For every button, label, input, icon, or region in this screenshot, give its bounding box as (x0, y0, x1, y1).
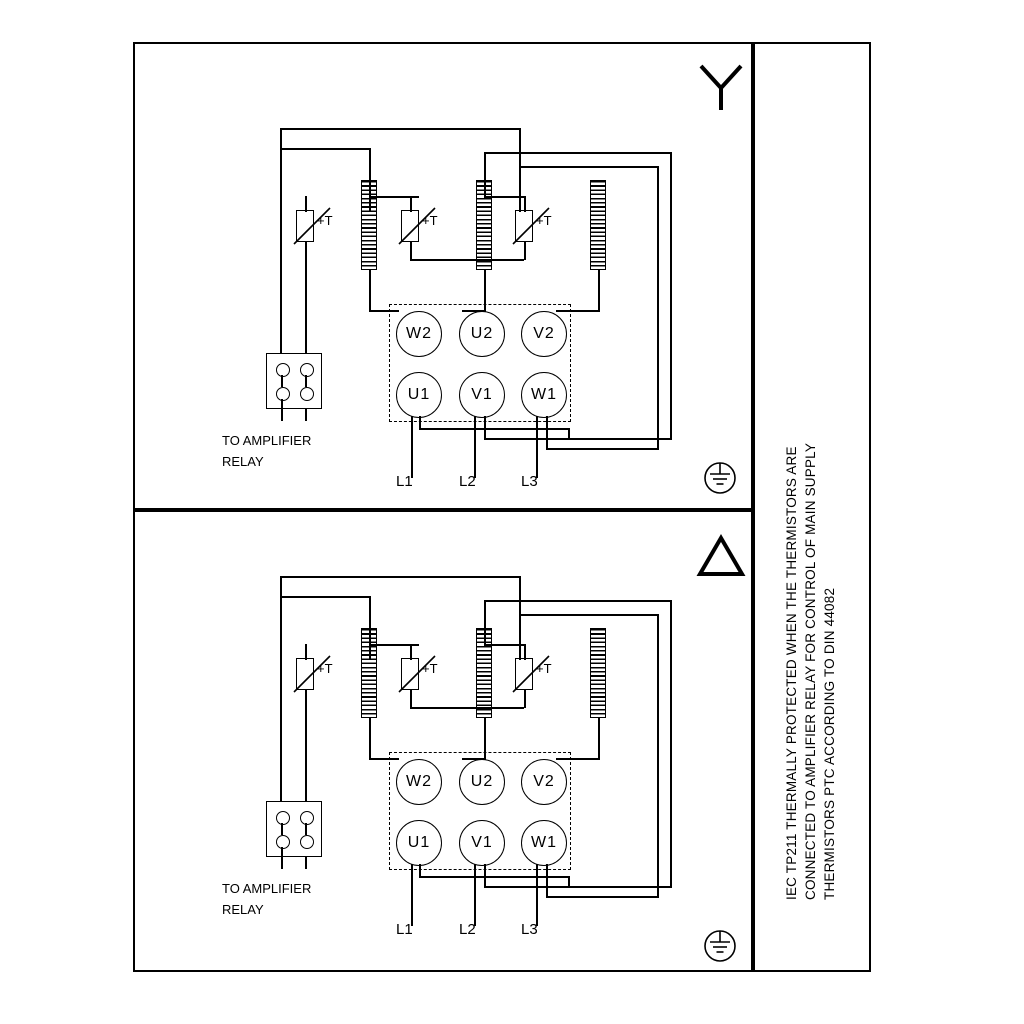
supply-line-l1 (411, 864, 413, 926)
thermistor-chain-wire (484, 196, 524, 198)
coil-lead (556, 758, 600, 760)
thermistor-chain-wire (305, 242, 307, 356)
thermistor-chain-wire (369, 148, 371, 212)
thermistor-label-3: +T (536, 213, 552, 228)
thermistor-chain-wire (410, 690, 412, 708)
terminal-jumper (484, 864, 486, 888)
supply-label-l2: L2 (459, 921, 476, 938)
connector-terminal-dot (300, 811, 314, 825)
connector-terminal-dot (300, 363, 314, 377)
thermistor-chain-wire (519, 128, 521, 212)
wye-star-icon (697, 62, 745, 112)
terminal-u1: U1 (396, 820, 442, 866)
terminal-v1: V1 (459, 372, 505, 418)
thermistor-symbol-3 (515, 658, 533, 690)
thermistor-chain-wire (484, 600, 670, 602)
supply-label-l3: L3 (521, 473, 538, 490)
connector-terminal-dot (276, 835, 290, 849)
terminal-w2: W2 (396, 759, 442, 805)
supply-label-l3: L3 (521, 921, 538, 938)
terminal-u2: U2 (459, 759, 505, 805)
thermistor-chain-wire (519, 576, 521, 660)
terminal-jumper (546, 896, 658, 898)
coil-lead (369, 270, 371, 312)
thermistor-label-3: +T (536, 661, 552, 676)
terminal-jumper (484, 886, 670, 888)
thermistor-chain-wire (280, 576, 520, 578)
terminal-jumper (519, 166, 659, 168)
thermistor-chain-wire (524, 242, 526, 260)
supply-label-l1: L1 (396, 921, 413, 938)
thermistor-chain-wire (410, 644, 412, 660)
thermistor-chain-wire (280, 128, 520, 130)
terminal-jumper (546, 864, 548, 898)
connector-lead (281, 847, 283, 869)
amplifier-caption-line2: RELAY (222, 902, 264, 917)
thermistor-chain-wire (369, 596, 371, 660)
delta-triangle-icon (696, 534, 746, 578)
connector-terminal-dot (300, 387, 314, 401)
thermistor-chain-wire (484, 600, 486, 644)
thermistor-chain-wire (524, 196, 526, 212)
thermistor-chain-wire (305, 690, 307, 804)
supply-label-l1: L1 (396, 473, 413, 490)
connector-terminal-dot (300, 835, 314, 849)
note-line-3: THERMISTORS PTC ACCORDING TO DIN 44082 (822, 587, 837, 900)
thermistor-chain-wire (524, 644, 526, 660)
thermistor-label-2: +T (422, 213, 438, 228)
thermistor-label-1: +T (317, 661, 333, 676)
coil-lead (484, 270, 486, 312)
earth-ground-icon (700, 928, 740, 964)
coil-lead (369, 718, 371, 760)
terminal-jumper (657, 614, 659, 898)
winding-coil-3 (590, 628, 606, 718)
supply-label-l2: L2 (459, 473, 476, 490)
terminal-v2: V2 (521, 759, 567, 805)
terminal-u1: U1 (396, 372, 442, 418)
thermistor-chain-wire (410, 259, 524, 261)
terminal-jumper (419, 864, 421, 878)
thermistor-chain-wire (484, 152, 670, 154)
thermistor-chain-wire (410, 196, 412, 212)
amplifier-caption-line1: TO AMPLIFIER (222, 433, 312, 448)
thermistor-symbol-2 (401, 210, 419, 242)
connector-lead (305, 409, 307, 421)
coil-lead (484, 718, 486, 760)
supply-line-l2 (474, 864, 476, 926)
thermistor-symbol-2 (401, 658, 419, 690)
coil-lead (598, 718, 600, 760)
amplifier-connector-block (266, 353, 322, 409)
coil-lead (369, 758, 399, 760)
amplifier-caption-line1: TO AMPLIFIER (222, 881, 312, 896)
thermistor-chain-wire (280, 576, 282, 804)
terminal-v1: V1 (459, 820, 505, 866)
terminal-jumper (546, 416, 548, 450)
thermistor-symbol-1 (296, 658, 314, 690)
coil-lead (556, 310, 600, 312)
thermistor-label-2: +T (422, 661, 438, 676)
terminal-jumper (419, 416, 421, 430)
thermistor-chain-wire (484, 644, 524, 646)
terminal-jumper (670, 152, 672, 440)
thermistor-chain-wire (280, 148, 370, 150)
thermistor-symbol-1 (296, 210, 314, 242)
thermistor-chain-wire (410, 242, 412, 260)
thermistor-label-1: +T (317, 213, 333, 228)
terminal-u2: U2 (459, 311, 505, 357)
terminal-jumper (484, 416, 486, 440)
terminal-jumper (519, 614, 659, 616)
amplifier-connector-block (266, 801, 322, 857)
connector-terminal-dot (276, 387, 290, 401)
note-line-2: CONNECTED TO AMPLIFIER RELAY FOR CONTROL OF MAIN SUPPLY (803, 442, 818, 900)
thermistor-chain-wire (410, 707, 524, 709)
terminal-jumper (546, 448, 658, 450)
terminal-jumper (670, 600, 672, 888)
terminal-jumper (657, 166, 659, 450)
coil-lead (369, 310, 399, 312)
terminal-w1: W1 (521, 820, 567, 866)
supply-line-l3 (536, 416, 538, 478)
thermistor-chain-wire (280, 128, 282, 356)
thermistor-chain-wire (280, 596, 370, 598)
coil-lead (598, 270, 600, 312)
terminal-w2: W2 (396, 311, 442, 357)
connector-lead (281, 399, 283, 421)
thermistor-chain-wire (484, 152, 486, 196)
supply-line-l2 (474, 416, 476, 478)
connector-lead (281, 823, 283, 835)
connector-terminal-dot (276, 363, 290, 377)
amplifier-caption-line2: RELAY (222, 454, 264, 469)
terminal-jumper (484, 438, 670, 440)
supply-line-l3 (536, 864, 538, 926)
thermistor-chain-wire (305, 196, 307, 212)
coil-lead (462, 310, 486, 312)
connector-terminal-dot (276, 811, 290, 825)
coil-lead (462, 758, 486, 760)
thermistor-chain-wire (305, 644, 307, 660)
note-line-1: IEC TP211 THERMALLY PROTECTED WHEN THE THERMISTORS ARE (784, 446, 799, 900)
thermistor-chain-wire (524, 690, 526, 708)
supply-line-l1 (411, 416, 413, 478)
earth-ground-icon (700, 460, 740, 496)
terminal-v2: V2 (521, 311, 567, 357)
winding-coil-3 (590, 180, 606, 270)
connector-lead (305, 857, 307, 869)
connector-lead (305, 375, 307, 387)
terminal-w1: W1 (521, 372, 567, 418)
connector-lead (281, 375, 283, 387)
connector-lead (305, 823, 307, 835)
thermistor-symbol-3 (515, 210, 533, 242)
